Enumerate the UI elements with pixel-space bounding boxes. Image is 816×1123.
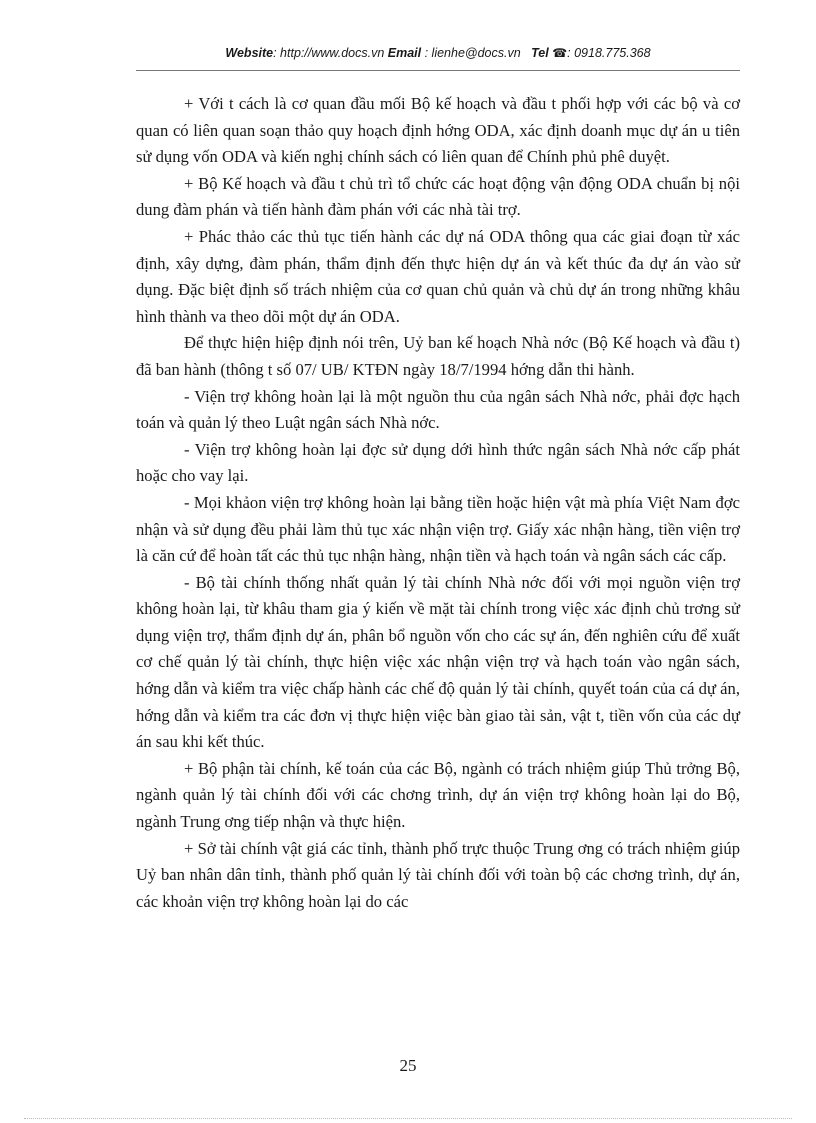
email-label: Email bbox=[387, 46, 422, 60]
paragraph: Để thực hiện hiệp định nói trên, Uỷ ban kế hoạch Nhà nớc (Bộ Kế hoạch và đầu t) đã ban hành (thông t số 07/ UB/ KTĐN ngày 18/7/1994 hớng dẫn thi hành. bbox=[136, 333, 740, 379]
paragraph: - Viện trợ không hoàn lại đợc sử dụng dới hình thức ngân sách Nhà nớc cấp phát hoặc cho vay lại. bbox=[136, 439, 740, 486]
document-body bbox=[136, 91, 740, 915]
paragraph: - Mọi khảon viện trợ không hoàn lại bằng tiền hoặc hiện vật mà phía Việt Nam đợc nhận và sử dụng đều phải làm thủ tục xác nhận viện trợ. Giấy xác nhận hàng, tiền viện trợ là căn cứ để hoàn tất các thủ tục nhận hàng, nhận tiền và hạch toán và ngân sách các cấp. bbox=[136, 492, 740, 566]
paragraph: - Bộ tài chính thống nhất quản lý tài chính Nhà nớc đối với mọi nguồn viện trợ không hoàn lại, từ khâu tham gia ý kiến về mặt tài chính trong việc xác định chủ trơng sử dụng viện trợ, thẩm định dự án, phân bổ nguồn vốn cho các sự án, đến nghiên cứu để xuất cơ chế quản lý tài chính, thực hiện việc xác nhận viện trợ và hạch toán vào ngân sách, hớng dẫn và kiểm tra việc chấp hành các chế độ quản lý tài chính, quyết toán của cá dự án, hớng dẫn và kiểm tra các đơn vị thực hiện việc bàn giao tài sản, vật t, tiền vốn của các dự án sau khi kết thúc. bbox=[136, 572, 740, 752]
phone-icon: ☎ bbox=[552, 46, 568, 60]
paragraph: - Viện trợ không hoàn lại là một nguồn thu của ngân sách Nhà nớc, phải đợc hạch toán và quản lý theo Luật ngân sách Nhà nớc. bbox=[136, 386, 740, 433]
paragraph: + Bộ Kế hoạch và đầu t chủ trì tổ chức các hoạt động vận động ODA chuẩn bị nội dung đàm phán và tiến hành đàm phán với các nhà tài trợ. bbox=[136, 173, 740, 220]
email-value: : lienhe@docs.vn bbox=[424, 46, 521, 60]
website-value: : http://www.docs.vn bbox=[273, 46, 385, 60]
paragraph: + Bộ phận tài chính, kế toán của các Bộ, ngành có trách nhiệm giúp Thủ trởng Bộ, ngành quản lý tài chính đối với các chơng trình, dự án viện trợ không hoàn lại do Bộ, ngành Trung ơng tiếp nhận và thực hiện. bbox=[136, 758, 740, 832]
paragraph: + Phác thảo các thủ tục tiến hành các dự ná ODA thông qua các giai đoạn từ xác định, xây dựng, đàm phán, thẩm định đến thực hiện dự án và kết thúc đa dự án vào sử dụng. Đặc biệt định số trách nhiệm của cơ quan chủ quản và chủ dự án trong những khâu hình thành va theo dõi một dự án ODA. bbox=[136, 226, 740, 326]
footer-divider bbox=[24, 1118, 792, 1119]
page-header bbox=[136, 46, 740, 71]
tel-value: : 0918.775.368 bbox=[567, 46, 651, 60]
paragraph: + Sở tài chính vật giá các tỉnh, thành phố trực thuộc Trung ơng có trách nhiệm giúp Uỷ ban nhân dân tỉnh, thành phố quản lý tài chính đối với toàn bộ các chơng trình, dự án, các khoản viện trợ không hoàn lại do các bbox=[136, 838, 740, 911]
tel-label: Tel bbox=[531, 46, 549, 60]
page-number: 25 bbox=[399, 1056, 417, 1075]
paragraph: + Với t cách là cơ quan đầu mối Bộ kế hoạch và đầu t phối hợp với các bộ và cơ quan có liên quan soạn thảo quy hoạch định hớng ODA, xác định doanh mục dự án u tiên sử dụng vốn ODA và kiến nghị chính sách có liên quan để Chính phủ phê duyệt. bbox=[136, 94, 740, 167]
website-label: Website bbox=[225, 46, 274, 60]
